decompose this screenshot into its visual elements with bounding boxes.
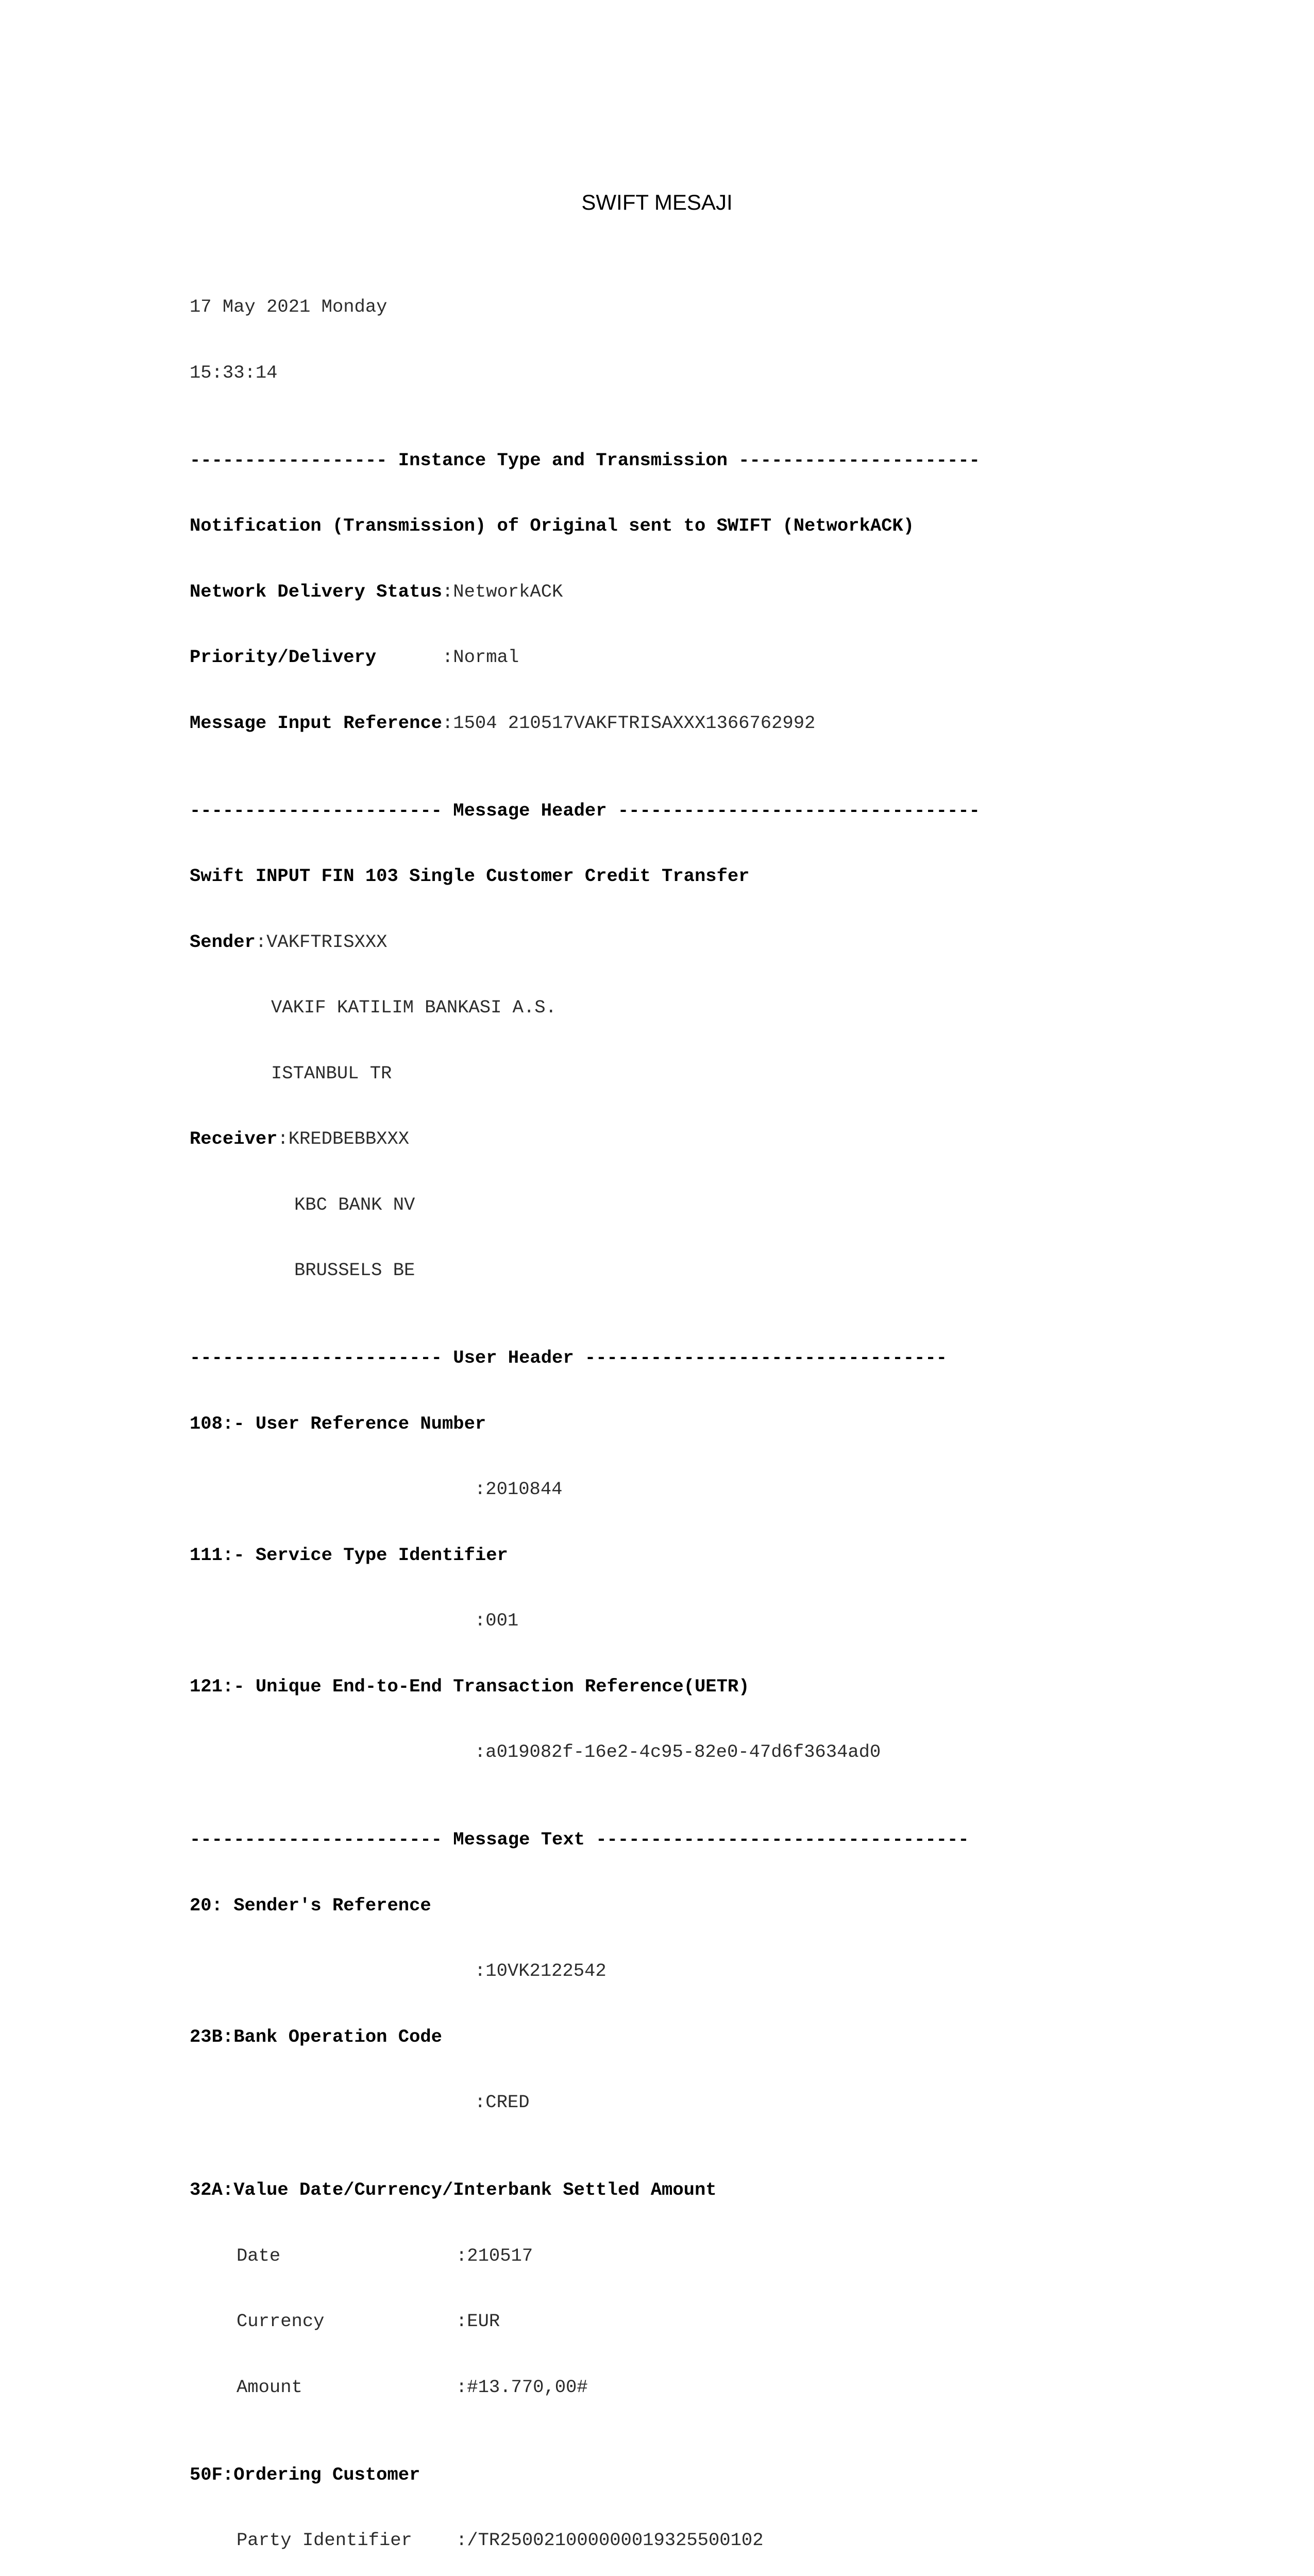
sub-value: :#13.770,00#	[456, 2376, 588, 2398]
field-value: :1504 210517VAKFTRISAXXX1366762992	[442, 712, 816, 734]
receiver-row	[190, 1128, 1071, 1150]
section-user-header: ----------------------- User Header ---------------------------------	[190, 1347, 947, 1368]
section-instance-type: ------------------ Instance Type and Transmission ----------------------	[190, 449, 980, 471]
sub-label: Party Identifier	[237, 2530, 412, 2551]
field-108-value: :2010844	[475, 1479, 563, 1500]
field-label: Network Delivery Status	[190, 581, 442, 602]
field-23b-label: 23B:Bank Operation Code	[190, 2026, 442, 2047]
field-label: Priority/Delivery	[190, 647, 377, 668]
date-text: 17 May 2021 Monday	[190, 296, 388, 317]
field-23b-value: :CRED	[475, 2092, 530, 2113]
field-32a-amount	[190, 2377, 1071, 2399]
sub-label: Amount	[237, 2376, 302, 2398]
message-time	[190, 362, 1071, 384]
field-111-label: 111:- Service Type Identifier	[190, 1544, 508, 1566]
field-50f-label: 50F:Ordering Customer	[190, 2464, 420, 2485]
section-message-header: ----------------------- Message Header ---------------------------------	[190, 800, 980, 821]
sub-value: :210517	[456, 2245, 533, 2266]
sub-value: :EUR	[456, 2311, 500, 2332]
field-label: Sender	[190, 931, 256, 953]
field-121-value: :a019082f-16e2-4c95-82e0-47d6f3634ad0	[475, 1741, 881, 1762]
receiver-city: BRUSSELS BE	[294, 1260, 415, 1281]
field-108-label: 108:- User Reference Number	[190, 1413, 486, 1434]
network-delivery-status	[190, 581, 1071, 603]
receiver-name: KBC BANK NV	[294, 1194, 415, 1215]
field-label: Receiver	[190, 1128, 278, 1149]
receiver-bic: :KREDBEBBXXX	[277, 1128, 410, 1149]
field-32a-currency	[190, 2311, 1071, 2333]
sender-bic: :VAKFTRISXXX	[255, 931, 388, 953]
field-label: Message Input Reference	[190, 712, 442, 734]
swift-message-body	[190, 252, 1071, 2576]
field-50f-party	[190, 2530, 1071, 2552]
field-121-label: 121:- Unique End-to-End Transaction Reference(UETR)	[190, 1675, 750, 1697]
sender-name: VAKIF KATILIM BANKASI A.S.	[271, 997, 557, 1018]
priority-delivery	[190, 647, 1071, 669]
section-message-text: ----------------------- Message Text ----------------------------------	[190, 1829, 969, 1850]
field-value: :NetworkACK	[442, 581, 563, 602]
time-text: 15:33:14	[190, 362, 278, 383]
field-111-value: :001	[475, 1610, 519, 1631]
sub-label: Date	[237, 2245, 281, 2266]
sender-city: ISTANBUL TR	[271, 1062, 392, 1084]
field-20-label: 20: Sender's Reference	[190, 1894, 431, 1916]
field-value	[376, 647, 519, 668]
sub-value: :/TR250021000000019325500102	[456, 2530, 764, 2551]
field-20-value: :10VK2122542	[475, 1960, 607, 1981]
transmission-notification: Notification (Transmission) of Original sent to SWIFT (NetworkACK)	[190, 515, 915, 536]
message-date	[190, 296, 1071, 318]
field-32a-label: 32A:Value Date/Currency/Interbank Settled Amount	[190, 2179, 717, 2200]
message-input-reference	[190, 713, 1071, 735]
sub-label: Currency	[237, 2311, 325, 2332]
priority-value: :Normal	[442, 647, 519, 668]
sender-row	[190, 931, 1071, 954]
message-type: Swift INPUT FIN 103 Single Customer Credit Transfer	[190, 866, 750, 887]
field-32a-date	[190, 2245, 1071, 2267]
page-title: SWIFT MESAJI	[581, 190, 733, 214]
